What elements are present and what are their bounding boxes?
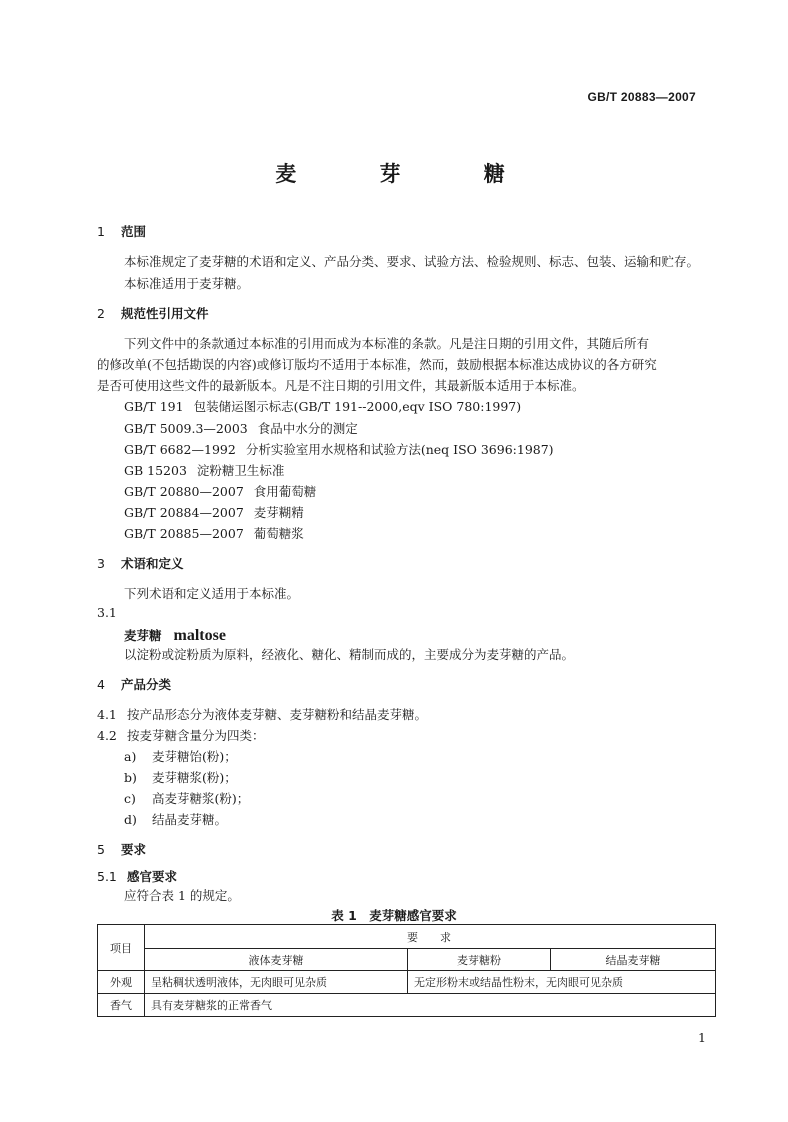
cell-solid: 无定形粉末或结晶性粉末，无肉眼可见杂质	[408, 971, 716, 994]
references-intro-line-2: 的修改单(不包括勘误的内容)或修订版均不适用于本标准，然而，鼓励根据本标准达成协议的各方研究	[97, 357, 657, 372]
term-definition: 以淀粉或淀粉质为原料，经液化、糖化、精制而成的，主要成分为麦芽糖的产品。	[124, 647, 575, 662]
list-item: b) 麦芽糖浆(粉)；	[124, 770, 237, 785]
section-number: 5	[97, 842, 105, 857]
document-title: 麦 芽 糖	[275, 162, 543, 186]
reference-item: GB/T 5009.3—2003 食品中水分的测定	[124, 421, 358, 436]
section-number: 2	[97, 306, 105, 321]
list-item: a) 麦芽糖饴(粉)；	[124, 749, 237, 764]
section-title: 要求	[121, 842, 147, 857]
standard-code: GB/T 20883—2007	[587, 90, 696, 104]
header-powder: 麦芽糖粉	[408, 949, 551, 971]
header-crystal: 结晶麦芽糖	[551, 949, 716, 971]
section-2-heading	[97, 304, 209, 322]
clause-5-1-heading: 5.1 感官要求	[97, 869, 178, 884]
header-liquid: 液体麦芽糖	[145, 949, 408, 971]
section-title: 术语和定义	[121, 556, 184, 571]
list-item: d) 结晶麦芽糖。	[124, 812, 228, 827]
clause-4-2: 4.2 按麦芽糖含量分为四类：	[97, 728, 265, 743]
reference-item: GB/T 20885—2007 葡萄糖浆	[124, 526, 304, 541]
references-intro-line-3: 是否可使用这些文件的最新版本。凡是不注日期的引用文件，其最新版本适用于本标准。	[97, 378, 585, 393]
row-item: 香气	[98, 994, 145, 1017]
reference-item: GB/T 191 包装储运图示标志(GB/T 191--2000,eqv ISO 780:1997)	[124, 399, 522, 414]
sensory-requirements-table	[97, 924, 716, 1017]
reference-item: GB 15203 淀粉糖卫生标准	[124, 463, 285, 478]
terms-intro: 下列术语和定义适用于本标准。	[124, 586, 300, 601]
references-intro-line-1: 下列文件中的条款通过本标准的引用而成为本标准的条款。凡是注日期的引用文件，其随后所有	[124, 336, 650, 351]
section-title: 产品分类	[121, 677, 172, 692]
list-item: c) 高麦芽糖浆(粉)；	[124, 791, 250, 806]
term-english: maltose	[173, 627, 226, 644]
reference-item: GB/T 6682—1992 分析实验室用水规格和试验方法(neq ISO 3696:1987)	[124, 442, 554, 457]
reference-item: GB/T 20880—2007 食用葡萄糖	[124, 484, 317, 499]
scope-paragraph-1: 本标准规定了麦芽糖的术语和定义、产品分类、要求、试验方法、检验规则、标志、包装、运输和贮存。	[124, 254, 700, 269]
subclause-number: 3.1	[97, 605, 117, 620]
section-number: 3	[97, 556, 105, 571]
page-number: 1	[698, 1030, 706, 1045]
reference-item: GB/T 20884—2007 麦芽糊精	[124, 505, 304, 520]
section-number: 1	[97, 224, 105, 239]
header-item: 项目	[98, 925, 145, 971]
section-number: 4	[97, 677, 105, 692]
section-title: 范围	[121, 224, 147, 239]
header-requirements: 要求	[145, 925, 716, 949]
clause-5-1-text: 应符合表 1 的规定。	[124, 888, 240, 903]
table-caption: 表 1 麦芽糖感官要求	[331, 908, 457, 923]
cell-all: 具有麦芽糖浆的正常香气	[145, 994, 716, 1017]
section-4-heading	[97, 675, 171, 693]
section-1-heading	[97, 222, 146, 240]
section-title: 规范性引用文件	[121, 306, 209, 321]
clause-4-1: 4.1 按产品形态分为液体麦芽糖、麦芽糖粉和结晶麦芽糖。	[97, 707, 428, 722]
cell-liquid: 呈粘稠状透明液体，无肉眼可见杂质	[145, 971, 408, 994]
row-item: 外观	[98, 971, 145, 994]
section-5-heading	[97, 840, 146, 858]
section-3-heading	[97, 554, 184, 572]
term-chinese: 麦芽糖	[124, 628, 162, 643]
term-entry	[124, 625, 226, 645]
scope-paragraph-2: 本标准适用于麦芽糖。	[124, 276, 250, 291]
table-row	[98, 994, 716, 1017]
table-row	[98, 971, 716, 994]
